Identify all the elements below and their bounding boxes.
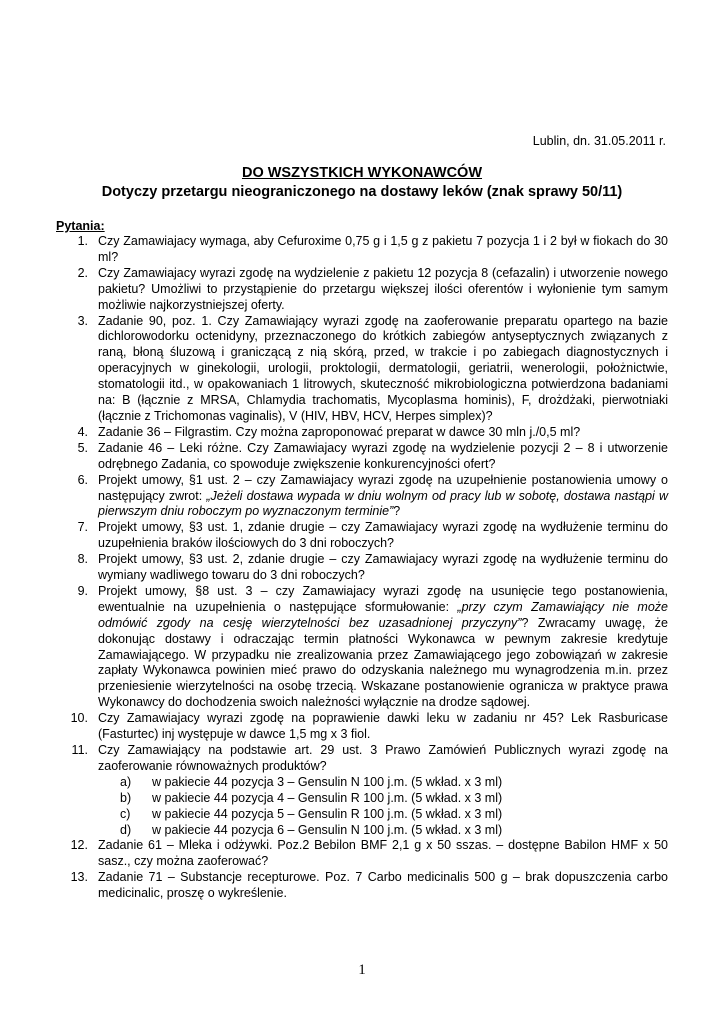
item-text: Zadanie 46 – Leki różne. Czy Zamawiajacy wyrazi zgodę na wydzielenie pozycji 2 – 8 i utworzenie odrębnego Zadania, co spowoduje zwiększenie konkurencyjności ofert? (98, 440, 668, 471)
item-number: 2. (77, 265, 88, 280)
item-text: Zadanie 61 – Mleka i odżywki. Poz.2 Bebilon BMF 2,1 g x 50 sszas. – dostępne Babilon HMF x 50 sasz., czy można zaoferować? (98, 838, 668, 869)
item-number: 12. (70, 838, 88, 853)
questions-list (56, 234, 668, 902)
item-text: Czy Zamawiajacy wyrazi zgodę na poprawienie dawki leku w zadaniu nr 45? Lek Rasburicase (Fasturtec) inj występuje w dawce 1,5 mg x 3 fiol. (98, 711, 668, 742)
item-text-end: ? (393, 504, 401, 519)
item-text: Zadanie 36 – Filgrastim. Czy można zaproponować preparat w dawce 30 mln j./0,5 ml? (98, 424, 581, 439)
list-item (56, 441, 668, 473)
list-item (56, 584, 668, 711)
section-label: Pytania: (56, 219, 105, 233)
sub-item-text: w pakiecie 44 pozycja 4 – Gensulin R 100 j.m. (5 wkład. x 3 ml) (152, 790, 503, 805)
sub-item-letter: c) (120, 806, 131, 821)
item-quote: „przy czym Zamawiający nie może odmówić zgody na cesję wierzytelności bez uzasadnionej przyczyny” (98, 599, 668, 630)
page-number: 1 (358, 962, 366, 978)
item-text-end: ? Zwracamy uwagę, że dokonując dostawy i odraczając termin płatności Wykonawca w pewnym zakresie kredytuje Zamawiającego. W przypadku nie zrealizowania przez Zamawiającego jego zobowiązań w zakresie zapłaty Wykonawca powinien mieć prawo do odzyskania należnego mu wynagrodzenia m.in. przez przeniesienie wierzytelności na osobę trzecią. Wskazane postanowienie ogranicza w praktyce prawa Wykonawcy do dochodzenia swoich należności wyłącznie na drodze sądowej. (98, 615, 668, 710)
item-number: 5. (77, 440, 88, 455)
list-item (56, 711, 668, 743)
sub-list-item (98, 823, 668, 839)
item-number: 10. (70, 711, 88, 726)
list-item (56, 870, 668, 902)
item-text: Czy Zamawiający na podstawie art. 29 ust. 3 Prawo Zamówień Publicznych wyrazi zgodę na zaoferowanie równoważnych produktów? (98, 743, 668, 773)
list-item (56, 838, 668, 870)
list-item (56, 520, 668, 552)
item-number: 6. (77, 472, 88, 487)
item-number: 3. (77, 313, 88, 328)
document-subtitle: Dotyczy przetargu nieograniczonego na dostawy leków (znak sprawy 50/11) (101, 184, 623, 200)
item-text: Zadanie 71 – Substancje recepturowe. Poz. 7 Carbo medicinalis 500 g – brak dopuszczenia carbo medicinalic, proszę o wykreślenie. (98, 870, 668, 901)
item-number: 8. (77, 552, 88, 567)
item-text: Projekt umowy, §1 ust. 2 – czy Zamawiajacy wyrazi zgodę na uzupełnienie postanowienia umowy o następujący zwrot: (98, 472, 668, 503)
item-number: 4. (77, 424, 88, 439)
list-item (56, 552, 668, 584)
item-number: 7. (77, 520, 88, 535)
item-number: 1. (77, 234, 88, 248)
item-text: Projekt umowy, §8 ust. 3 – czy Zamawiajacy wyrazi zgodę na usunięcie tego postanowienia, ewentualnie na uzupełnienia o następujące sformułowanie: (98, 583, 668, 614)
sub-list-item (98, 791, 668, 807)
item-text: Projekt umowy, §3 ust. 2, zdanie drugie – czy Zamawiajacy wyrazi zgodę na wydłużenie terminu do wymiany wadliwego towaru do 3 dni roboczych? (98, 552, 668, 583)
sub-item-text: w pakiecie 44 pozycja 3 – Gensulin N 100 j.m. (5 wkład. x 3 ml) (152, 774, 503, 789)
sub-item-text: w pakiecie 44 pozycja 5 – Gensulin R 100 j.m. (5 wkład. x 3 ml) (152, 806, 503, 821)
document-date: Lublin, dn. 31.05.2011 r. (532, 134, 666, 148)
item-number: 9. (77, 583, 88, 598)
list-item (56, 314, 668, 425)
sub-item-text: w pakiecie 44 pozycja 6 – Gensulin N 100 j.m. (5 wkład. x 3 ml) (152, 822, 503, 837)
list-item (56, 743, 668, 838)
sub-list (98, 775, 668, 839)
document-title: DO WSZYSTKICH WYKONAWCÓW (241, 165, 483, 181)
list-item (56, 473, 668, 521)
list-item (56, 425, 668, 441)
sub-item-letter: d) (120, 822, 132, 837)
item-text: Projekt umowy, §3 ust. 1, zdanie drugie – czy Zamawiajacy wyrazi zgodę na wydłużenie terminu do uzupełnienia braków ilościowych do 3 dni roboczych? (98, 520, 668, 551)
sub-list-item (98, 775, 668, 791)
item-quote: „Jeżeli dostawa wypada w dniu wolnym od pracy lub w sobotę, dostawa nastąpi w pierwszym dniu roboczym po wyznaczonym terminie” (98, 488, 668, 519)
sub-item-letter: a) (120, 774, 132, 789)
item-text: Zadanie 90, poz. 1. Czy Zamawiający wyrazi zgodę na zaoferowanie preparatu opartego na bazie dichlorowodorku octenidyny, przeznaczonego do krótkich zabiegów antyseptycznych związanych z raną, błoną śluzową i graniczącą z nią skórą, przed, w trakcie i po zabiegach diagnostycznych i operacyjnych w ginekologii, urologii, proktologii, dermatologii, geriatrii, wenerologii, położnictwie, stomatologii itd., w opakowaniach 1 litrowych, skuteczność mikrobiologiczna potwierdzona badaniami na: B (łącznie z MRSA, Chlamydia trachomatis, Mycoplasma hominis), F, drożdżaki, pierwotniaki (łącznie z Trichomonas vaginalis), V (HIV, HBV, HCV, Herpes simplex)? (98, 313, 668, 423)
item-number: 11. (71, 743, 88, 757)
list-item (56, 234, 668, 266)
list-item (56, 266, 668, 314)
item-text: Czy Zamawiajacy wymaga, aby Cefuroxime 0,75 g i 1,5 g z pakietu 7 pozycja 1 i 2 był w fiokach do 30 ml? (98, 234, 668, 264)
sub-item-letter: b) (120, 790, 132, 805)
item-number: 13. (70, 870, 88, 885)
item-text: Czy Zamawiajacy wyrazi zgodę na wydzielenie z pakietu 12 pozycja 8 (cefazalin) i utworzenie nowego pakietu? Umożliwi to przystąpienie do przetargu większej ilości oferentów i wyłonienie tym samym możliwie najkorzystniejszej oferty. (98, 265, 668, 312)
sub-list-item (98, 807, 668, 823)
